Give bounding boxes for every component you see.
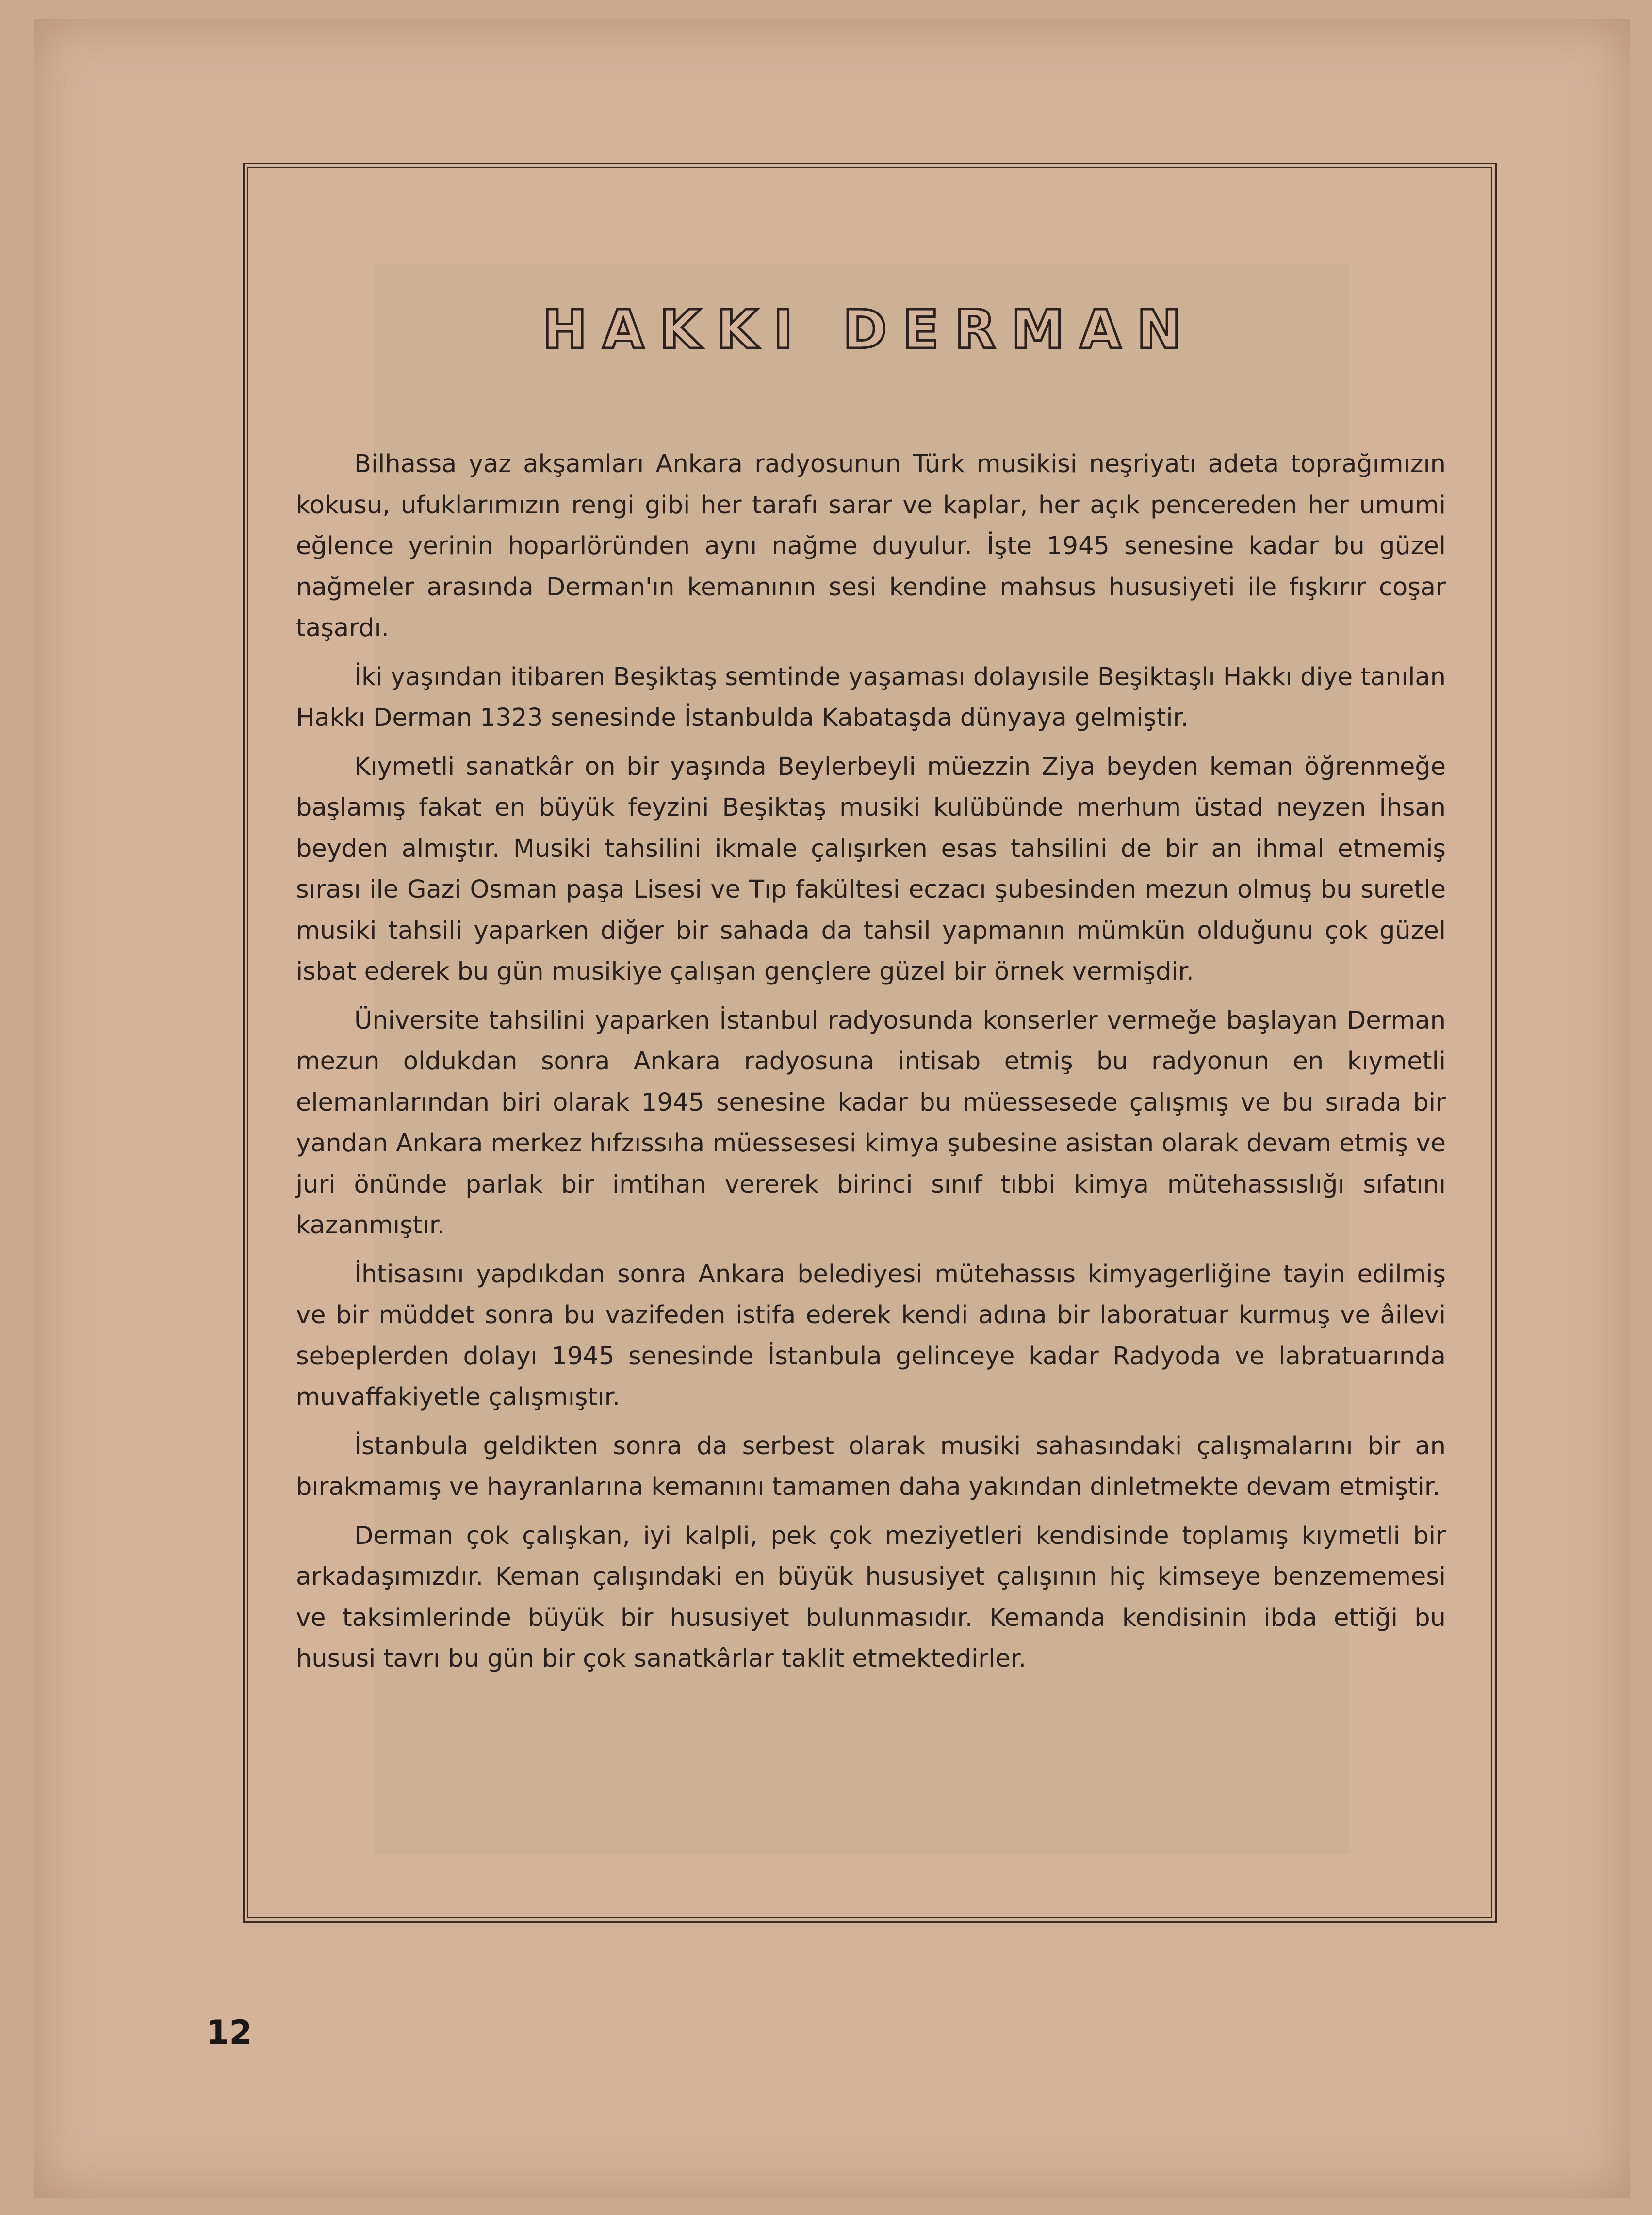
frame-bottom-rule-inner: [247, 1917, 1492, 1918]
paragraph: Üniversite tahsilini yaparken İstanbul radyosunda konserler vermeğe başlayan Derman mezun oldukdan sonra Ankara radyosuna intisab etmiş bu radyonun en kıymetli elemanlarından biri olarak 1945 senesine kadar bu müessesede çalışmış ve bu sırada bir yandan Ankara merkez hıfzıssıha müessesesi kimya şubesine asistan olarak devam etmiş ve juri önünde parlak bir imtihan vererek birinci sınıf tıbbi kimya mütehassıslığı sıfatını kazanmıştır.: [296, 1006, 1446, 1240]
frame-right-rule-inner: [1491, 167, 1492, 1918]
frame-top-rule: [243, 163, 1497, 164]
paragraph: İki yaşından itibaren Beşiktaş semtinde yaşaması dolayısile Beşiktaşlı Hakkı diye tanılan Hakkı Derman 1323 senesinde İstanbulda Kabataşda dünyaya gelmiştir.: [296, 662, 1446, 732]
paragraph: İhtisasını yapdıkdan sonra Ankara belediyesi mütehassıs kimyagerliğine tayin edilmiş ve bir müddet sonra bu vazifeden istifa ederek kendi adına bir laboratuar kurmuş ve âilevi sebeplerden dolayı 1945 senesinde İstanbula gelinceye kadar Radyoda ve labratuarında muvaffakiyetle çalışmıştır.: [296, 1260, 1446, 1411]
frame-top-rule-inner: [247, 167, 1492, 168]
frame-left-rule-inner: [247, 167, 248, 1918]
paragraph: İstanbula geldikten sonra da serbest olarak musiki sahasındaki çalışmalarını bir an bırakmamış ve hayranlarına kemanını tamamen daha yakından dinletmekte devam etmiştir.: [296, 1431, 1446, 1501]
frame-left-rule: [243, 163, 245, 1923]
frame-right-rule: [1495, 163, 1497, 1923]
page-number: 12: [206, 2014, 252, 2052]
paragraph: Bilhassa yaz akşamları Ankara radyosunun Türk musikisi neşriyatı adeta toprağımızın kokusu, ufuklarımızın rengi gibi her tarafı sarar ve kaplar, her açık pencereden her umumi eğlence yerinin hoparlöründen aynı nağme duyulur. İşte 1945 senesine kadar bu güzel nağmeler arasında Derman'ın kemanının sesi kendine mahsus hususiyeti ile fışkırır coşar taşardı.: [296, 450, 1446, 642]
paragraph: Kıymetli sanatkâr on bir yaşında Beylerbeyli müezzin Ziya beyden keman öğrenmeğe başlamış fakat en büyük feyzini Beşiktaş musiki kulübünde merhum üstad neyzen İhsan beyden almıştır. Musiki tahsilini ikmale çalışırken esas tahsilini de bir an ihmal etmemiş sırası ile Gazi Osman paşa Lisesi ve Tıp fakültesi eczacı şubesinden mezun olmuş bu suretle musiki tahsili yaparken diğer bir sahada da tahsil yapmanın mümkün olduğunu çok güzel isbat ederek bu gün musikiye çalışan gençlere güzel bir örnek vermişdir.: [296, 752, 1446, 986]
article-title: HAKKI DERMAN: [542, 298, 1197, 361]
article-body: [296, 444, 1446, 1688]
paragraph: Derman çok çalışkan, iyi kalpli, pek çok meziyetleri kendisinde toplamış kıymetli bir arkadaşımızdır. Keman çalışındaki en büyük hususiyet çalışının hiç kimseye benzememesi ve taksimlerinde büyük bir hususiyet bulunmasıdır. Kemanda kendisinin ibda ettiği bu hususi tavrı bu gün bir çok sanatkârlar taklit etmektedirler.: [296, 1521, 1446, 1673]
frame-bottom-rule: [243, 1921, 1497, 1923]
